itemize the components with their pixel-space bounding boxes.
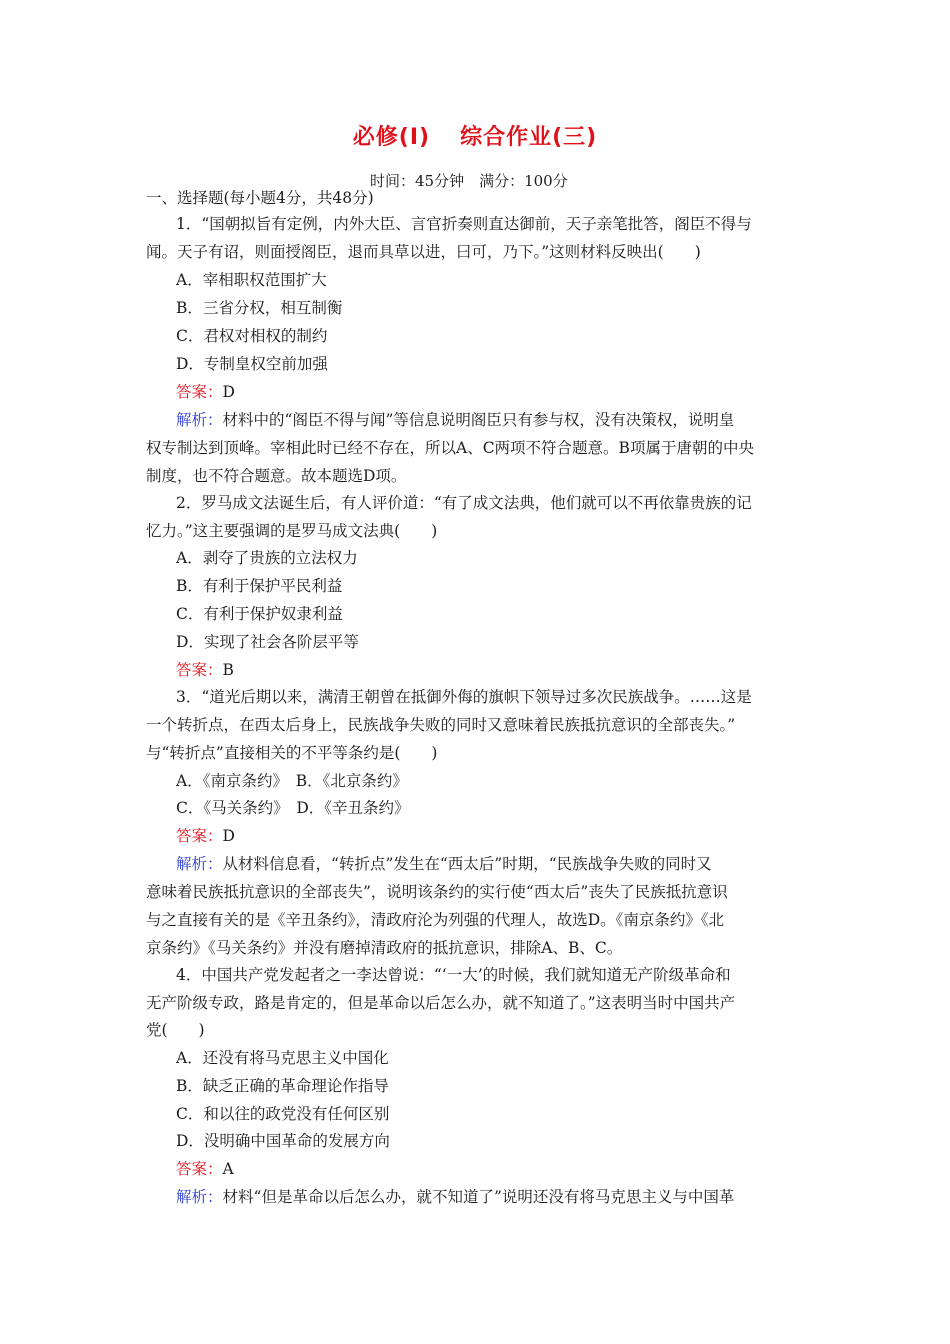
- q3-analysis-line: 意味着民族抵抗意识的全部丧失”，说明该条约的实行使“西太后”丧失了民族抵抗意识: [146, 883, 728, 901]
- q1-option: C．君权对相权的制约: [176, 327, 328, 345]
- title-part2: 综合作业(三): [460, 125, 598, 150]
- analysis-label: 解析：: [176, 855, 223, 873]
- q1-stem-line: 闻。天子有诏，则面授阁臣，退而具草以进，曰可，乃下。”这则材料反映出( ): [146, 243, 701, 261]
- q4-option: A．还没有将马克思主义中国化: [176, 1049, 389, 1067]
- answer-value: D: [222, 383, 235, 401]
- q4-stem-line: 党( ): [146, 1021, 205, 1039]
- answer-label: 答案：: [176, 383, 223, 401]
- q4-stem-line: 无产阶级专政，路是肯定的，但是革命以后怎么办，就不知道了。”这表明当时中国共产: [146, 994, 736, 1012]
- q4-option: C．和以往的政党没有任何区别: [176, 1105, 390, 1123]
- q4-option: D．没明确中国革命的发展方向: [176, 1132, 390, 1150]
- q4-analysis-line: [176, 1187, 734, 1207]
- answer-label: 答案：: [176, 661, 223, 679]
- q4-stem-line: 4．中国共产党发起者之一李达曾说：“‘一大’的时候，我们就知道无产阶级革命和: [176, 966, 731, 984]
- q1-answer: [176, 382, 235, 402]
- answer-label: 答案：: [176, 827, 223, 845]
- q1-option: D．专制皇权空前加强: [176, 355, 328, 373]
- q3-answer: [176, 826, 235, 846]
- q2-stem-line: 2．罗马成文法诞生后，有人评价道：“有了成文法典，他们就可以不再依靠贵族的记: [176, 494, 752, 512]
- q3-analysis-line: [176, 854, 712, 874]
- q3-stem-line: 一个转折点，在西太后身上，民族战争失败的同时又意味着民族抵抗意识的全部丧失。”: [146, 716, 736, 734]
- q2-option: C．有利于保护奴隶利益: [176, 605, 343, 623]
- q2-option: D．实现了社会各阶层平等: [176, 633, 359, 651]
- q3-option: A．《南京条约》 B．《北京条约》: [176, 772, 408, 790]
- q1-option: B．三省分权，相互制衡: [176, 299, 343, 317]
- answer-value: A: [222, 1160, 234, 1178]
- analysis-text: 材料“但是革命以后怎么办，就不知道了”说明还没有将马克思主义与中国革: [222, 1188, 735, 1206]
- analysis-text: 从材料信息看，“转折点”发生在“西太后”时期，“民族战争失败的同时又: [222, 855, 712, 873]
- q1-stem-line: 1．“国朝拟旨有定例，内外大臣、言官折奏则直达御前，天子亲笔批答，阁臣不得与: [176, 215, 752, 233]
- q4-option: B．缺乏正确的革命理论作指导: [176, 1077, 389, 1095]
- q1-analysis-line: [176, 410, 734, 430]
- analysis-text: 材料中的“阁臣不得与闻”等信息说明阁臣只有参与权，没有决策权，说明皇: [222, 411, 735, 429]
- title-part1: 必修(Ⅰ): [352, 125, 431, 150]
- q1-analysis-line: 制度，也不符合题意。故本题选D项。: [146, 467, 407, 485]
- q4-answer: [176, 1159, 234, 1179]
- q3-stem-line: 3．“道光后期以来，满清王朝曾在抵御外侮的旗帜下领导过多次民族战争。……这是: [176, 688, 752, 706]
- analysis-label: 解析：: [176, 411, 223, 429]
- q3-stem-line: 与“转折点”直接相关的不平等条约是( ): [146, 744, 438, 762]
- q2-option: B．有利于保护平民利益: [176, 577, 343, 595]
- q2-option: A．剥夺了贵族的立法权力: [176, 549, 358, 567]
- answer-label: 答案：: [176, 1160, 223, 1178]
- answer-value: D: [222, 827, 235, 845]
- q2-answer: [176, 660, 234, 680]
- q3-analysis-line: 京条约》《马关条约》并没有磨掉清政府的抵抗意识，排除A、B、C。: [146, 939, 623, 957]
- q1-analysis-line: 权专制达到顶峰。宰相此时已经不存在，所以A、C两项不符合题意。B项属于唐朝的中央: [146, 439, 754, 457]
- analysis-label: 解析：: [176, 1188, 223, 1206]
- answer-value: B: [222, 661, 234, 679]
- page-title: [0, 120, 950, 151]
- section-heading: 一、选择题(每小题4分，共48分): [146, 189, 374, 207]
- q1-option: A．宰相职权范围扩大: [176, 271, 327, 289]
- q3-analysis-line: 与之直接有关的是《辛丑条约》，清政府沦为列强的代理人，故选D。《南京条约》《北: [146, 911, 725, 929]
- exam-meta: 时间：45分钟 满分：100分: [370, 172, 568, 190]
- q2-stem-line: 忆力。”这主要强调的是罗马成文法典( ): [146, 522, 438, 540]
- q3-option: C．《马关条约》 D．《辛丑条约》: [176, 799, 410, 817]
